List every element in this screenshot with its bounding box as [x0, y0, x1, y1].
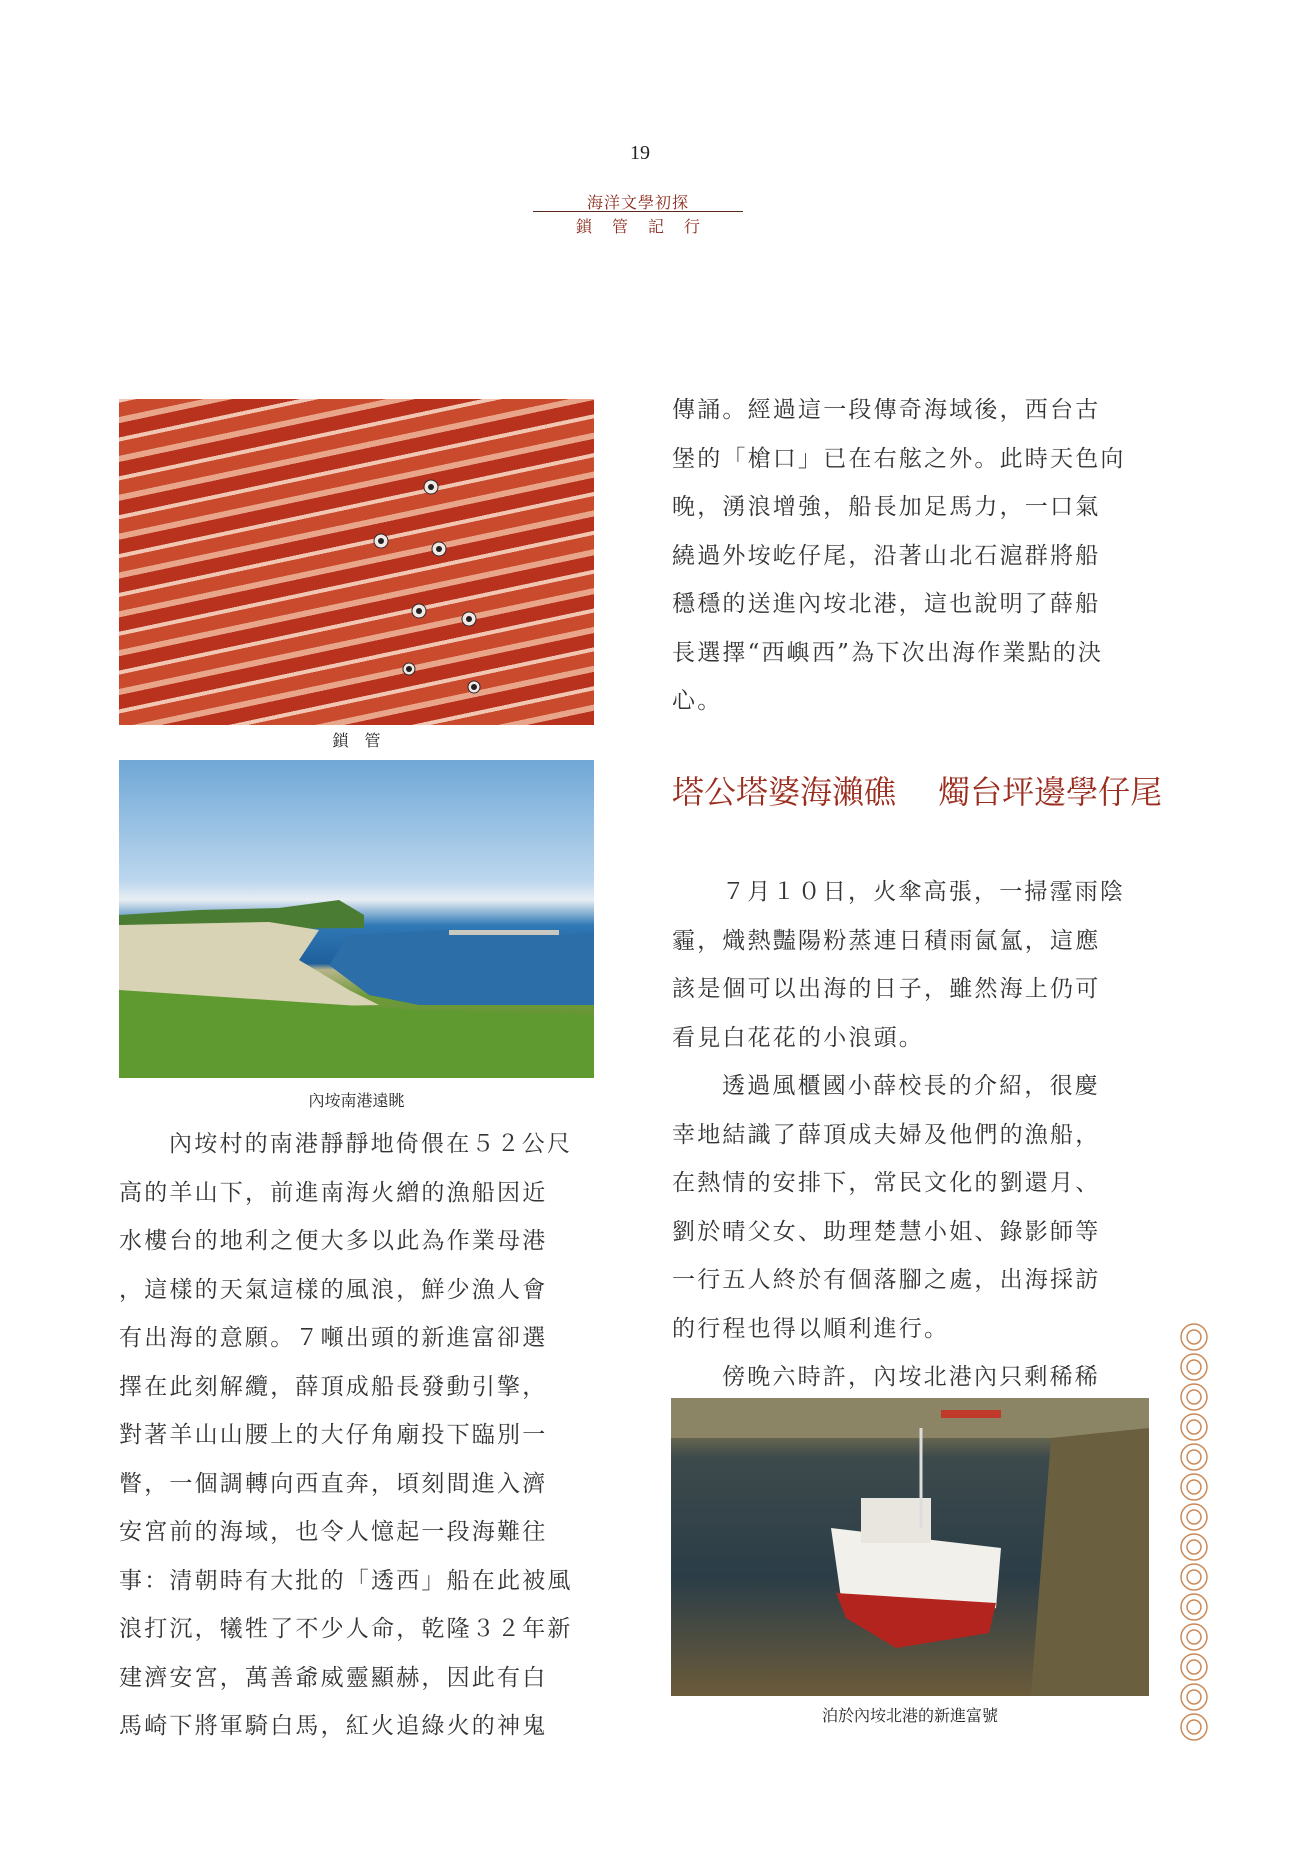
fishing-boat-photo: [671, 1398, 1149, 1696]
right-line: 長選擇“西嶼西”為下次出海作業點的決: [672, 639, 1104, 666]
squid-illustration: [119, 399, 594, 725]
decorative-border-ornament: [1178, 1322, 1210, 1752]
paragraph-line: 一行五人終於有個落腳之處，出海採訪: [672, 1267, 1101, 1293]
paragraph-line: 幸地結識了薛頂成夫婦及他們的漁船，: [672, 1121, 1101, 1148]
wave-pattern-icon: [1178, 1322, 1210, 1752]
right-line: 穩穩的送進內垵北港，這也說明了薛船: [672, 591, 1101, 617]
left-column-text: [119, 1120, 599, 1751]
harbor-caption: 內垵南港遠眺: [308, 1091, 405, 1110]
header-divider: [533, 211, 743, 212]
left-line: 浪打沉，犧牲了不少人命，乾隆３２年新: [119, 1616, 573, 1642]
paragraph-line: 傍晚六時許，內垵北港內只剩稀稀: [722, 1364, 1100, 1390]
left-line: 擇在此刻解纜，薛頂成船長發動引擎，: [119, 1373, 548, 1400]
right-line: 心。: [672, 688, 723, 714]
chapter-title: 鎖管記行: [575, 217, 720, 236]
right-column-top-text: [672, 386, 1152, 726]
boat-caption: 泊於內垵北港的新進富號: [821, 1706, 998, 1725]
left-line: 馬崎下將軍騎白馬，紅火追綠火的神鬼: [119, 1713, 548, 1739]
harbor-illustration: [119, 760, 594, 1078]
squid-photo: [119, 399, 594, 725]
paragraph-line: 的行程也得以順利進行。: [672, 1315, 950, 1342]
paragraph-line: ７月１０日，火傘高張，一掃霪雨陰: [722, 879, 1126, 905]
left-line: 安宮前的海域，也令人憶起一段海難往: [119, 1519, 548, 1545]
left-line: 有出海的意願。７噸出頭的新進富卻選: [119, 1325, 548, 1351]
paragraph-line: 該是個可以出海的日子，雖然海上仍可: [672, 976, 1101, 1002]
right-line: 繞過外垵屹仔尾，沿著山北石滬群將船: [672, 542, 1101, 569]
paragraph-line: 看見白花花的小浪頭。: [672, 1024, 924, 1051]
boat-illustration: [671, 1398, 1149, 1696]
paragraph-line: 劉於晴父女、助理楚慧小姐、錄影師等: [672, 1218, 1101, 1245]
left-line: 高的羊山下，前進南海火繒的漁船因近: [119, 1179, 548, 1206]
left-line: ，這樣的天氣這樣的風浪，鮮少漁人會: [119, 1276, 548, 1303]
page-number: 19: [630, 142, 650, 164]
paragraph-line: 在熱情的安排下，常民文化的劉還月、: [672, 1170, 1101, 1196]
right-line: 晚，湧浪增強，船長加足馬力，一口氣: [672, 494, 1101, 520]
left-line: 瞥，一個調轉向西直奔，頃刻間進入濟: [119, 1470, 548, 1497]
section-heading: 塔公塔婆海瀨礁 燭台坪邊學仔尾: [672, 773, 1163, 811]
paragraph-line: 透過風櫃國小薛校長的介紹，很慶: [722, 1073, 1100, 1099]
left-line: 建濟安宮，萬善爺威靈顯赫，因此有白: [119, 1664, 548, 1691]
left-line: 對著羊山山腰上的大仔角廟投下臨別一: [119, 1422, 548, 1448]
south-harbor-photo: [119, 760, 594, 1078]
right-column-body: [672, 868, 1152, 1402]
left-line: 內垵村的南港靜靜地倚偎在５２公尺: [169, 1131, 573, 1157]
left-line: 事：清朝時有大批的「透西」船在此被風: [119, 1567, 573, 1594]
right-line: 傳誦。經過這一段傳奇海域後，西台古: [672, 397, 1101, 423]
left-line: 水樓台的地利之便大多以此為作業母港: [119, 1228, 548, 1254]
right-line: 堡的「槍口」已在右舷之外。此時天色向: [672, 445, 1126, 472]
paragraph-line: 霾，熾熱豔陽粉蒸連日積雨氤氳，這應: [672, 927, 1101, 954]
squid-caption: 鎖 管: [332, 731, 381, 750]
book-series-title: 海洋文學初探: [586, 193, 689, 212]
